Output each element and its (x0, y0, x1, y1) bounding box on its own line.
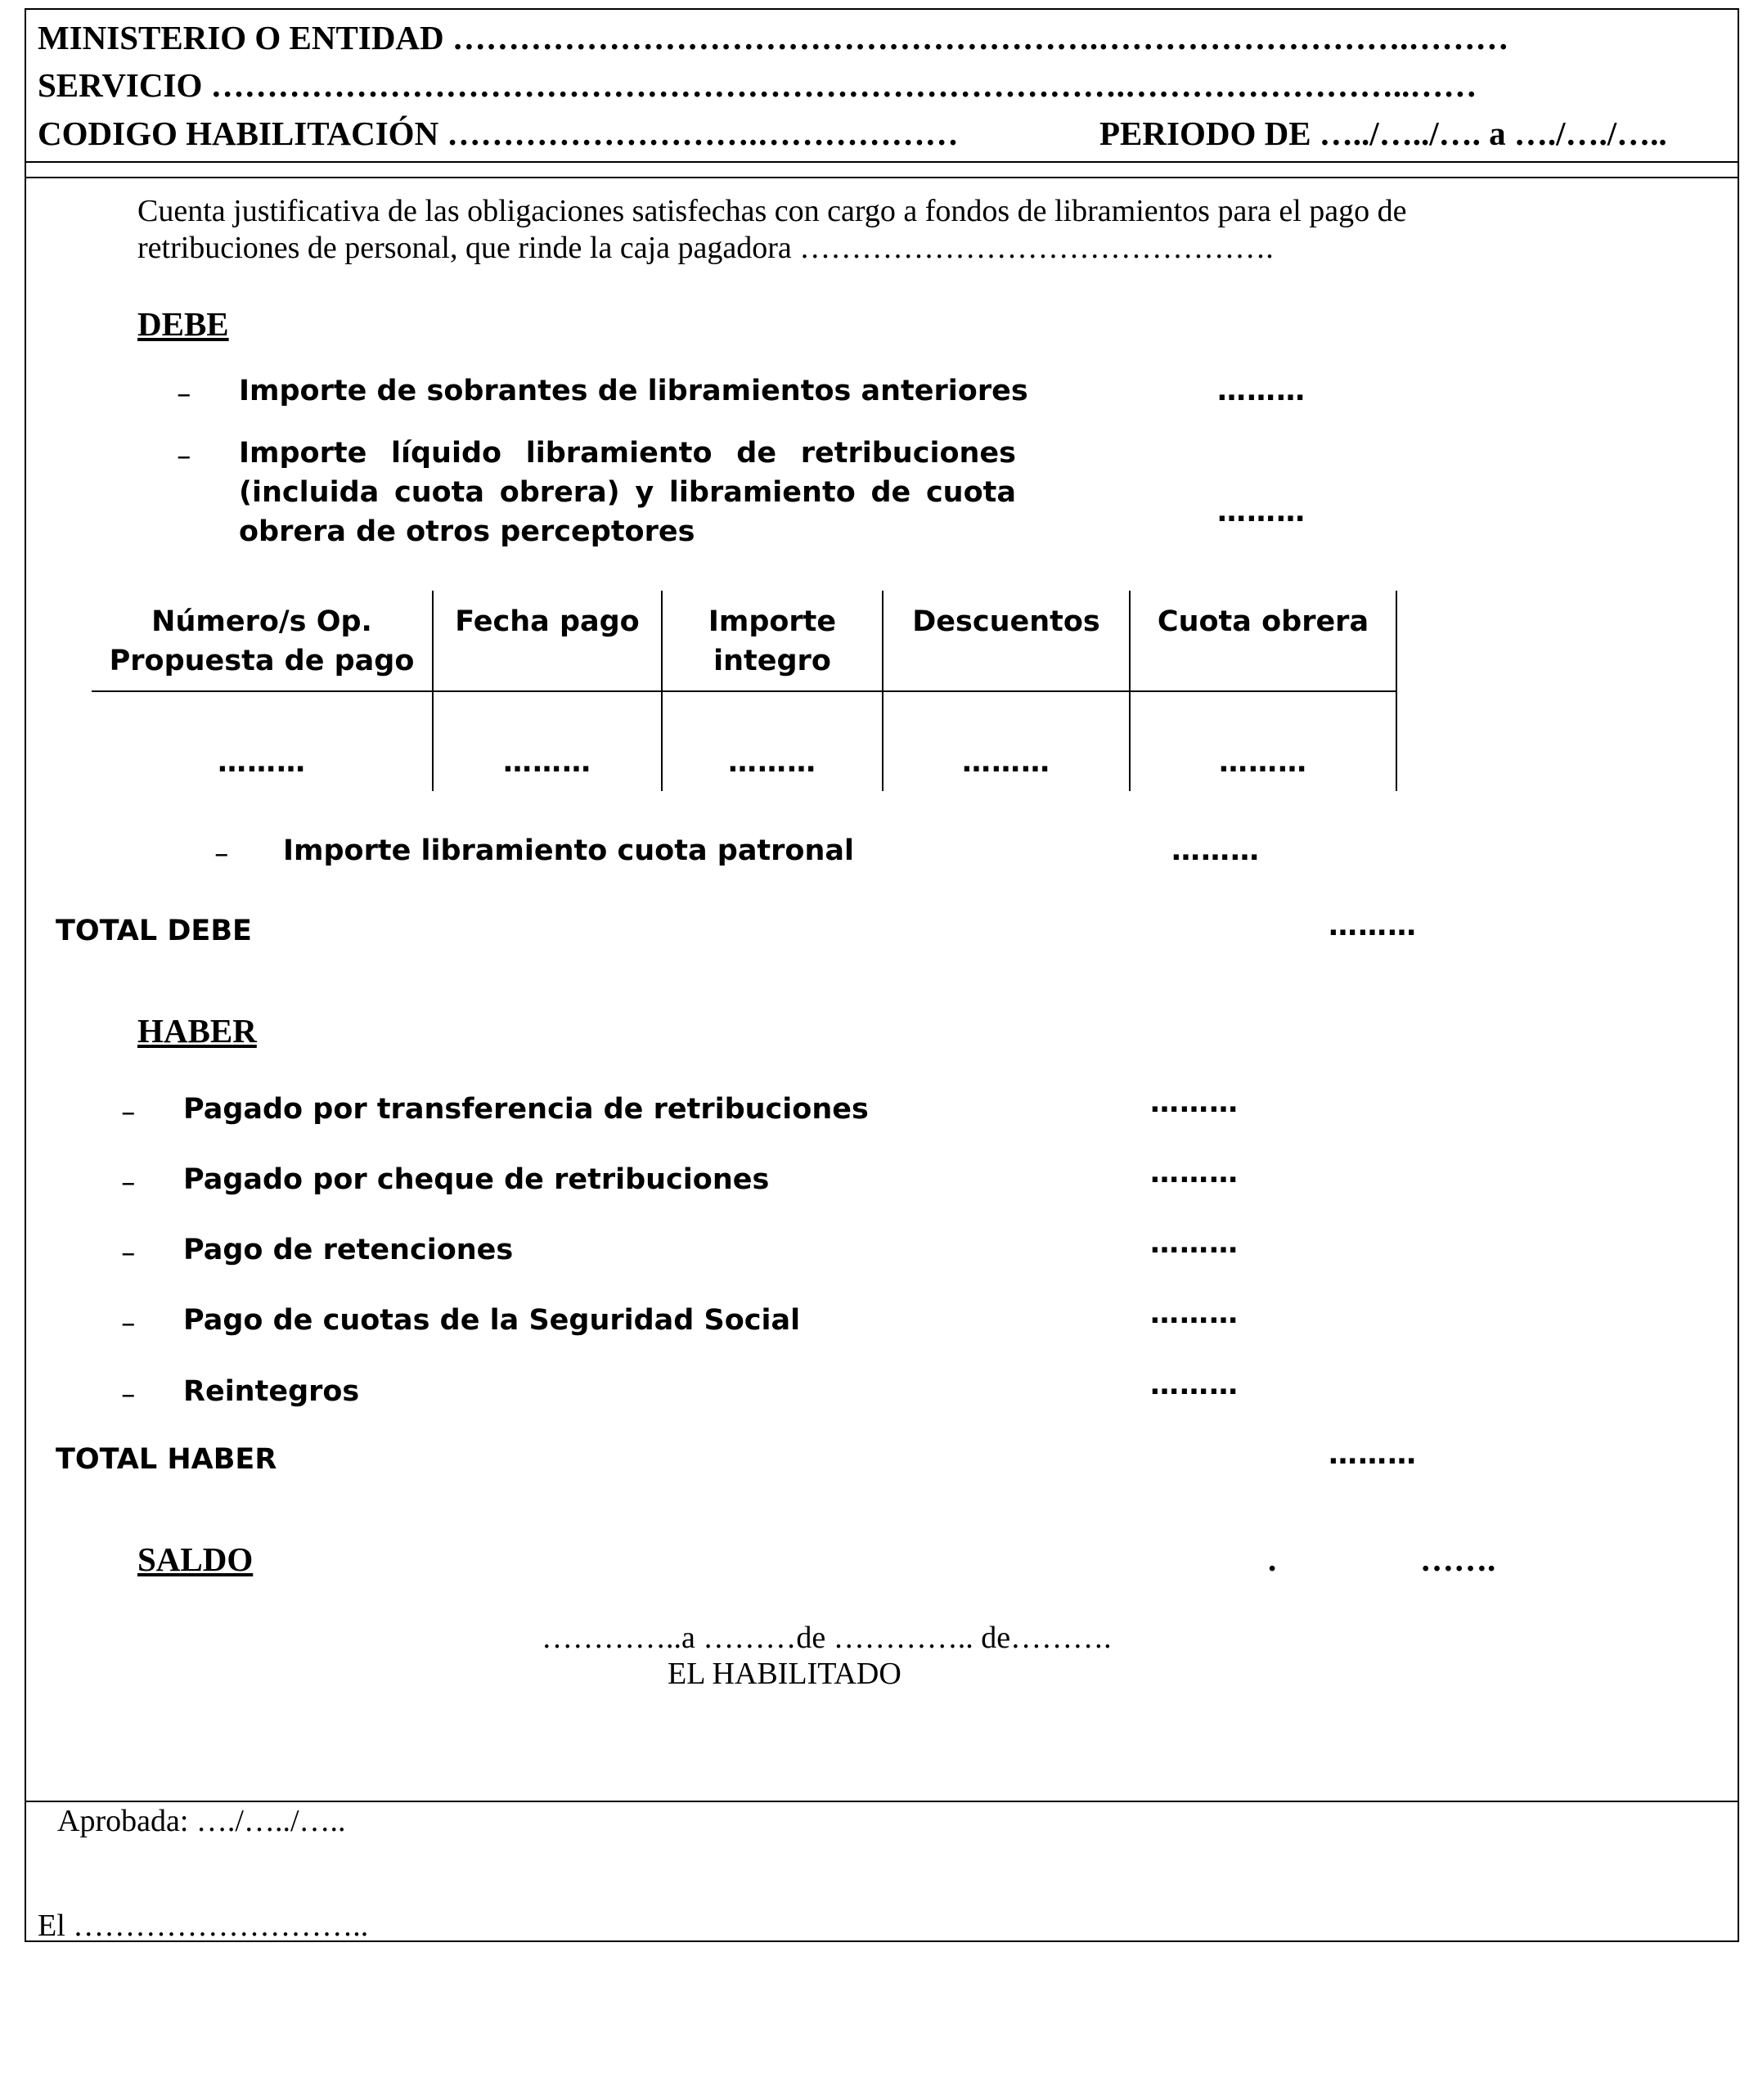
haber-item-retenciones: Pago de retenciones (183, 1234, 514, 1266)
haber-item-cheque: Pagado por cheque de retribuciones (183, 1163, 770, 1196)
total-debe-label: TOTAL DEBE (56, 915, 252, 947)
table-cell-cuota-obrera: ……… (1219, 746, 1307, 779)
total-debe-value: ……… (1329, 910, 1417, 942)
ministerio-line: MINISTERIO O ENTIDAD ………………………………………………….……………………….……… (38, 19, 1509, 56)
haber-item-4-dash: – (121, 1307, 136, 1340)
saldo-mark: . (1268, 1540, 1277, 1578)
haber-item-reintegros: Reintegros (183, 1375, 360, 1408)
table-header-cuota-obrera: Cuota obrera (1157, 605, 1369, 638)
table-header-numero-op: Número/s Op. Propuesta de pago (109, 605, 415, 677)
debe-item-1-dash: – (177, 378, 191, 411)
total-haber-value: ……… (1329, 1438, 1417, 1471)
table-header-fecha-pago: Fecha pago (455, 605, 640, 638)
intro-line-1: Cuenta justificativa de las obligaciones satisfechas con cargo a fondos de libramientos para el pago de (137, 194, 1407, 228)
header-divider-top (25, 161, 1739, 163)
haber-item-transferencia-value: ……… (1150, 1086, 1239, 1119)
debe-item-sobrantes: Importe de sobrantes de libramientos anteriores (239, 375, 1028, 407)
total-haber-label: TOTAL HABER (56, 1443, 277, 1476)
haber-item-1-dash: – (121, 1096, 136, 1129)
debe-item-cuota-patronal: Importe libramiento cuota patronal (283, 834, 855, 867)
el-line: El ……………………….. (38, 1909, 369, 1943)
intro-line-2: retribuciones de personal, que rinde la caja pagadora ………………………………………. (137, 231, 1274, 265)
haber-item-transferencia: Pagado por transferencia de retribuciones (183, 1093, 869, 1126)
haber-item-2-dash: – (121, 1167, 136, 1199)
haber-item-reintegros-value: ……… (1150, 1369, 1239, 1401)
haber-heading: HABER (137, 1012, 257, 1050)
debe-item-2-dash: – (177, 440, 191, 473)
lugar-fecha-line: …………..a ………de ………….. de………. (542, 1621, 1112, 1655)
table-header-importe-integro: Importe integro (708, 605, 837, 677)
haber-item-retenciones-value: ……… (1150, 1227, 1239, 1260)
debe-item-sobrantes-value: ……… (1217, 375, 1306, 407)
servicio-line: SERVICIO ……………………………………………………………………….……………………..…… (38, 66, 1477, 104)
table-header-rule (92, 690, 1397, 692)
table-cell-descuentos: ……… (962, 746, 1050, 779)
haber-item-5-dash: – (121, 1378, 136, 1411)
table-cell-fecha-pago: ……… (503, 746, 591, 779)
periodo-line: PERIODO DE …../…../…. a …./…./….. (1099, 115, 1667, 152)
haber-item-seguridad-social-value: ……… (1150, 1297, 1239, 1330)
saldo-value: ……. (1420, 1540, 1496, 1578)
saldo-heading: SALDO (137, 1540, 254, 1578)
haber-item-3-dash: – (121, 1237, 136, 1270)
debe-item-liquido: Importe líquido libramiento de retribuciones (incluida cuota obrera) y libramiento de cuota obrera de otros perceptores (239, 437, 1016, 548)
haber-item-seguridad-social: Pago de cuotas de la Seguridad Social (183, 1304, 801, 1337)
table-cell-importe-integro: ……… (728, 746, 816, 779)
debe-item-cuota-patronal-value: ……… (1171, 834, 1260, 867)
table-header-descuentos: Descuentos (912, 605, 1100, 638)
header-divider-bottom (25, 177, 1739, 178)
table-col-rule-5 (1396, 591, 1397, 791)
debe-item-liquido-value: ……… (1217, 496, 1306, 528)
debe-heading: DEBE (137, 305, 229, 343)
aprobada-line: Aprobada: …./…../….. (57, 1804, 346, 1838)
table-cell-numero-op: ……… (218, 746, 306, 779)
patronal-dash: – (214, 838, 229, 870)
footer-divider (25, 1801, 1739, 1802)
el-habilitado: EL HABILITADO (668, 1657, 901, 1691)
haber-item-cheque-value: ……… (1150, 1157, 1239, 1189)
codigo-habilitacion-line: CODIGO HABILITACIÓN ……………………….……………… (38, 115, 959, 152)
